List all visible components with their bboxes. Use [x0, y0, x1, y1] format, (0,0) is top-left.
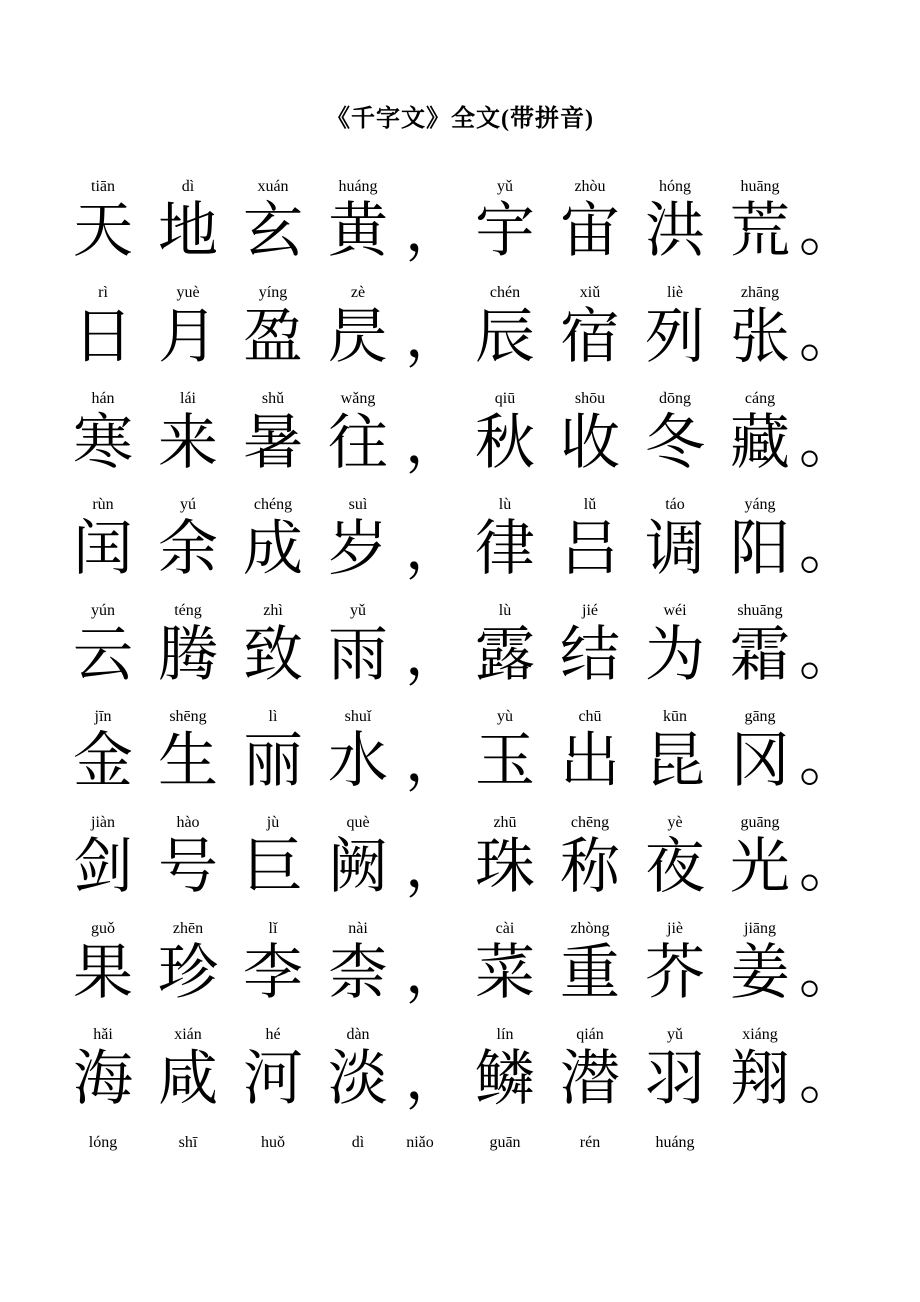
char-cell	[644, 388, 706, 474]
comma-punct: ，	[405, 304, 464, 369]
hanzi-char: 昆	[645, 728, 705, 794]
period-punct: 。	[799, 728, 858, 793]
poem-line	[72, 812, 920, 898]
pinyin-syllable: xiáng	[742, 1026, 778, 1043]
char-cell	[729, 600, 791, 686]
pinyin-syllable: zhāng	[740, 284, 780, 301]
char-cell	[559, 282, 621, 368]
pinyin-syllable: chén	[489, 284, 521, 301]
char-cell	[327, 600, 389, 686]
pinyin-syllable: yǔ	[667, 1026, 683, 1043]
char-cell	[559, 918, 621, 1004]
pinyin-syllable: xiǔ	[579, 284, 601, 301]
hanzi-char: 秋	[475, 410, 535, 476]
line-half-first	[72, 812, 389, 898]
char-cell	[242, 176, 304, 262]
hanzi-char: 号	[158, 834, 218, 900]
hanzi-char: 玄	[243, 198, 303, 264]
hanzi-char: 玉	[475, 728, 535, 794]
comma-punct: ，	[405, 516, 464, 581]
period-punct: 。	[799, 834, 858, 899]
char-cell	[242, 812, 304, 898]
char-cell	[644, 706, 706, 792]
hanzi-char: 霜	[730, 622, 790, 688]
poem-line	[72, 1132, 920, 1156]
comma-punct: ，	[405, 410, 464, 475]
char-cell	[157, 1132, 219, 1156]
char-cell	[72, 388, 134, 474]
pinyin-syllable: nài	[348, 920, 368, 937]
hanzi-char: 辰	[475, 304, 535, 370]
line-half-second	[474, 176, 791, 262]
char-cell	[474, 282, 536, 368]
char-cell	[242, 706, 304, 792]
pinyin-syllable: rì	[98, 284, 108, 301]
period-punct: 。	[799, 198, 858, 263]
char-cell	[559, 176, 621, 262]
pinyin-syllable: zè	[350, 284, 366, 301]
pinyin-syllable: dì	[181, 178, 195, 195]
char-cell	[242, 282, 304, 368]
poem-line	[72, 176, 920, 262]
pinyin-syllable: huāng	[740, 178, 780, 195]
hanzi-char: 河	[243, 1046, 303, 1112]
pinyin-syllable: zhì	[263, 602, 283, 619]
pinyin-syllable: dōng	[659, 390, 691, 407]
hanzi-char: 称	[560, 834, 620, 900]
char-cell	[72, 600, 134, 686]
pinyin-syllable: dì	[351, 1134, 365, 1151]
char-cell	[242, 494, 304, 580]
pinyin-syllable: zhū	[493, 814, 517, 831]
hanzi-char: 昃	[328, 304, 388, 370]
char-cell	[242, 600, 304, 686]
hanzi-char: 往	[328, 410, 388, 476]
hanzi-char: 露	[475, 622, 535, 688]
hanzi-char: 列	[645, 304, 705, 370]
char-cell	[474, 600, 536, 686]
hanzi-char: 冬	[645, 410, 705, 476]
char-cell	[242, 918, 304, 1004]
line-half-second	[474, 600, 791, 686]
char-cell	[644, 918, 706, 1004]
pinyin-syllable: yǔ	[497, 178, 513, 195]
line-half-second	[474, 388, 791, 474]
poem-line	[72, 282, 920, 368]
char-cell	[157, 176, 219, 262]
hanzi-char: 剑	[73, 834, 133, 900]
char-cell	[72, 176, 134, 262]
pinyin-syllable: guān	[489, 1134, 521, 1151]
pinyin-syllable: xián	[174, 1026, 202, 1043]
poem-line	[72, 600, 920, 686]
char-cell	[644, 1132, 706, 1156]
char-cell	[327, 1024, 389, 1110]
char-cell	[327, 706, 389, 792]
char-cell	[729, 706, 791, 792]
pinyin-syllable: jù	[266, 814, 280, 831]
line-half-second	[474, 706, 791, 792]
pinyin-syllable: lù	[498, 602, 512, 619]
hanzi-char: 藏	[730, 410, 790, 476]
pinyin-syllable: hào	[176, 814, 200, 831]
line-half-first	[72, 600, 389, 686]
hanzi-char: 天	[73, 198, 133, 264]
pinyin-syllable: hán	[91, 390, 115, 407]
hanzi-char: 荒	[730, 198, 790, 264]
char-cell	[327, 1132, 389, 1156]
period-punct: 。	[799, 410, 858, 475]
hanzi-char: 咸	[158, 1046, 218, 1112]
hanzi-char: 地	[158, 198, 218, 264]
hanzi-char: 收	[560, 410, 620, 476]
pinyin-syllable: lóng	[88, 1134, 118, 1151]
hanzi-char: 果	[73, 940, 133, 1006]
char-cell	[157, 1024, 219, 1110]
char-cell	[729, 1024, 791, 1110]
hanzi-char: 致	[243, 622, 303, 688]
poem-line	[72, 918, 920, 1004]
line-half-first	[72, 706, 389, 792]
pinyin-syllable: jīn	[94, 708, 112, 725]
comma-punct: ，	[405, 940, 464, 1005]
pinyin-syllable: wǎng	[340, 390, 376, 407]
char-cell	[72, 706, 134, 792]
pinyin-syllable: hǎi	[93, 1026, 113, 1043]
pinyin-syllable: tiān	[91, 178, 115, 195]
pinyin-syllable: lái	[180, 390, 196, 407]
char-cell	[729, 282, 791, 368]
pinyin-syllable: lǐ	[268, 920, 278, 937]
hanzi-char: 姜	[730, 940, 790, 1006]
pinyin-syllable: chéng	[253, 496, 293, 513]
hanzi-char: 律	[475, 516, 535, 582]
pinyin-syllable: jiàn	[91, 814, 115, 831]
hanzi-char: 生	[158, 728, 218, 794]
hanzi-char: 云	[73, 622, 133, 688]
period-punct: 。	[799, 622, 858, 687]
hanzi-char: 芥	[645, 940, 705, 1006]
hanzi-char: 阙	[328, 834, 388, 900]
hanzi-char: 夜	[645, 834, 705, 900]
hanzi-char: 羽	[645, 1046, 705, 1112]
pinyin-syllable: rùn	[92, 496, 114, 513]
char-cell	[327, 494, 389, 580]
pinyin-syllable: cáng	[744, 390, 776, 407]
char-cell	[72, 1132, 134, 1156]
hanzi-char: 张	[730, 304, 790, 370]
char-cell	[72, 282, 134, 368]
pinyin-syllable: shǔ	[261, 390, 285, 407]
char-cell	[644, 176, 706, 262]
char-cell	[242, 1024, 304, 1110]
hanzi-char: 成	[243, 516, 303, 582]
line-half-first	[72, 1024, 389, 1110]
hanzi-char: 岁	[328, 516, 388, 582]
char-cell	[474, 918, 536, 1004]
char-cell	[474, 1024, 536, 1110]
line-half-second	[474, 918, 791, 1004]
hanzi-char: 日	[73, 304, 133, 370]
hanzi-char: 出	[560, 728, 620, 794]
line-half-first	[72, 918, 389, 1004]
pinyin-syllable: shēng	[169, 708, 207, 725]
char-cell	[559, 1024, 621, 1110]
line-half-second	[474, 1024, 791, 1110]
pinyin-syllable: lǔ	[583, 496, 597, 513]
hanzi-char: 吕	[560, 516, 620, 582]
char-cell	[729, 176, 791, 262]
hanzi-char: 海	[73, 1046, 133, 1112]
char-cell	[729, 494, 791, 580]
pinyin-syllable: jié	[582, 602, 598, 619]
hanzi-char: 暑	[243, 410, 303, 476]
poem-line	[72, 706, 920, 792]
char-cell	[327, 812, 389, 898]
char-cell	[559, 1132, 621, 1156]
char-cell	[474, 388, 536, 474]
char-cell	[327, 388, 389, 474]
pinyin-syllable: xuán	[257, 178, 289, 195]
hanzi-char: 珍	[158, 940, 218, 1006]
pinyin-syllable: shuǐ	[344, 708, 372, 725]
pinyin-syllable: zhòng	[570, 920, 610, 937]
pinyin-syllable: yuè	[176, 284, 200, 301]
pinyin-syllable: téng	[174, 602, 202, 619]
page-title: 《千字文》全文(带拼音)	[326, 106, 594, 132]
pinyin-syllable: gāng	[744, 708, 776, 725]
pinyin-syllable: zhòu	[574, 178, 606, 195]
pinyin-syllable: hé	[265, 1026, 281, 1043]
pinyin-syllable: lín	[496, 1026, 514, 1043]
pinyin-syllable: hóng	[659, 178, 691, 195]
hanzi-char: 宙	[560, 198, 620, 264]
period-punct: 。	[799, 1046, 858, 1111]
char-cell	[72, 918, 134, 1004]
hanzi-char: 光	[730, 834, 790, 900]
char-cell	[242, 1132, 304, 1156]
pinyin-syllable: shī	[178, 1134, 198, 1151]
pinyin-syllable: lù	[498, 496, 512, 513]
pinyin-syllable: táo	[665, 496, 685, 513]
char-cell	[157, 388, 219, 474]
char-cell	[242, 388, 304, 474]
char-cell	[474, 176, 536, 262]
char-cell	[729, 812, 791, 898]
char-cell	[157, 812, 219, 898]
pinyin-syllable: yáng	[744, 496, 776, 513]
comma-punct: ，	[405, 728, 464, 793]
line-half-second	[474, 812, 791, 898]
hanzi-char: 冈	[730, 728, 790, 794]
pinyin-syllable: jiāng	[744, 920, 776, 937]
hanzi-char: 月	[158, 304, 218, 370]
char-cell	[644, 1024, 706, 1110]
hanzi-char: 淡	[328, 1046, 388, 1112]
char-cell	[157, 600, 219, 686]
pinyin-syllable: suì	[348, 496, 368, 513]
poem-line	[72, 494, 920, 580]
hanzi-char: 宇	[475, 198, 535, 264]
poem-line	[72, 388, 920, 474]
hanzi-char: 巨	[243, 834, 303, 900]
char-cell	[474, 706, 536, 792]
pinyin-syllable: huǒ	[261, 1134, 285, 1151]
char-cell	[644, 812, 706, 898]
char-cell	[327, 176, 389, 262]
pinyin-syllable: shuāng	[737, 602, 783, 619]
hanzi-char: 来	[158, 410, 218, 476]
char-cell	[327, 918, 389, 1004]
pinyin-syllable: wéi	[663, 602, 687, 619]
pinyin-syllable: liè	[667, 284, 683, 301]
pinyin-syllable: qián	[576, 1026, 604, 1043]
hanzi-char: 鳞	[475, 1046, 535, 1112]
hanzi-char: 雨	[328, 622, 388, 688]
char-cell	[157, 282, 219, 368]
char-cell	[157, 494, 219, 580]
pinyin-syllable: yù	[497, 708, 513, 725]
char-cell	[72, 1024, 134, 1110]
hanzi-char: 余	[158, 516, 218, 582]
pinyin-syllable: yǔ	[350, 602, 366, 619]
pinyin-syllable: què	[346, 814, 370, 831]
pinyin-syllable: chēng	[570, 814, 610, 831]
poem-line	[72, 1024, 920, 1110]
hanzi-char: 翔	[730, 1046, 790, 1112]
hanzi-char: 结	[560, 622, 620, 688]
hanzi-char: 金	[73, 728, 133, 794]
line-half-second	[474, 494, 791, 580]
line-half-first	[72, 388, 389, 474]
pinyin-syllable: huáng	[655, 1134, 695, 1151]
pinyin-syllable: yè	[667, 814, 683, 831]
pinyin-syllable: rén	[579, 1134, 601, 1151]
char-cell	[389, 1132, 451, 1156]
line-half-first	[72, 494, 389, 580]
period-punct: 。	[799, 516, 858, 581]
pinyin-syllable: qiū	[494, 390, 516, 407]
hanzi-char: 腾	[158, 622, 218, 688]
char-cell	[559, 388, 621, 474]
comma-punct: ，	[405, 198, 464, 263]
char-cell	[72, 494, 134, 580]
hanzi-char: 丽	[243, 728, 303, 794]
char-cell	[474, 812, 536, 898]
pinyin-syllable: zhēn	[172, 920, 204, 937]
line-half-second	[474, 282, 791, 368]
hanzi-char: 阳	[730, 516, 790, 582]
hanzi-char: 重	[560, 940, 620, 1006]
char-cell	[72, 812, 134, 898]
char-cell	[559, 600, 621, 686]
line-half-second	[389, 1132, 706, 1156]
hanzi-char: 盈	[243, 304, 303, 370]
char-cell	[559, 812, 621, 898]
hanzi-char: 调	[645, 516, 705, 582]
char-cell	[644, 600, 706, 686]
hanzi-char: 寒	[73, 410, 133, 476]
pinyin-syllable: shōu	[574, 390, 606, 407]
comma-punct: ，	[405, 622, 464, 687]
pinyin-syllable: huáng	[338, 178, 378, 195]
char-cell	[729, 918, 791, 1004]
pinyin-syllable: chū	[578, 708, 602, 725]
pinyin-syllable: guǒ	[91, 920, 115, 937]
char-cell	[327, 282, 389, 368]
period-punct: 。	[799, 940, 858, 1005]
char-cell	[644, 282, 706, 368]
hanzi-char: 菜	[475, 940, 535, 1006]
line-half-first	[72, 1132, 389, 1156]
line-half-first	[72, 176, 389, 262]
line-half-first	[72, 282, 389, 368]
pinyin-syllable: cài	[495, 920, 515, 937]
hanzi-char: 水	[328, 728, 388, 794]
hanzi-char: 潜	[560, 1046, 620, 1112]
pinyin-syllable: jiè	[667, 920, 683, 937]
pinyin-syllable: yú	[180, 496, 196, 513]
hanzi-char: 洪	[645, 198, 705, 264]
hanzi-char: 李	[243, 940, 303, 1006]
pinyin-syllable: guāng	[740, 814, 780, 831]
hanzi-char: 柰	[328, 940, 388, 1006]
pinyin-syllable: yíng	[258, 284, 288, 301]
comma-punct: ，	[405, 1046, 464, 1111]
period-punct: 。	[799, 304, 858, 369]
comma-punct: ，	[405, 834, 464, 899]
pinyin-syllable: dàn	[346, 1026, 370, 1043]
hanzi-char: 宿	[560, 304, 620, 370]
hanzi-char: 黄	[328, 198, 388, 264]
char-cell	[559, 706, 621, 792]
char-cell	[157, 918, 219, 1004]
hanzi-char: 珠	[475, 834, 535, 900]
pinyin-syllable: yún	[91, 602, 115, 619]
pinyin-syllable: lì	[268, 708, 278, 725]
char-cell	[157, 706, 219, 792]
char-cell	[474, 1132, 536, 1156]
pinyin-syllable: niǎo	[406, 1134, 434, 1151]
char-cell	[644, 494, 706, 580]
poem-body	[0, 176, 920, 1156]
hanzi-char: 为	[645, 622, 705, 688]
char-cell	[729, 388, 791, 474]
hanzi-char: 闰	[73, 516, 133, 582]
char-cell	[559, 494, 621, 580]
pinyin-syllable: kūn	[663, 708, 687, 725]
char-cell	[474, 494, 536, 580]
